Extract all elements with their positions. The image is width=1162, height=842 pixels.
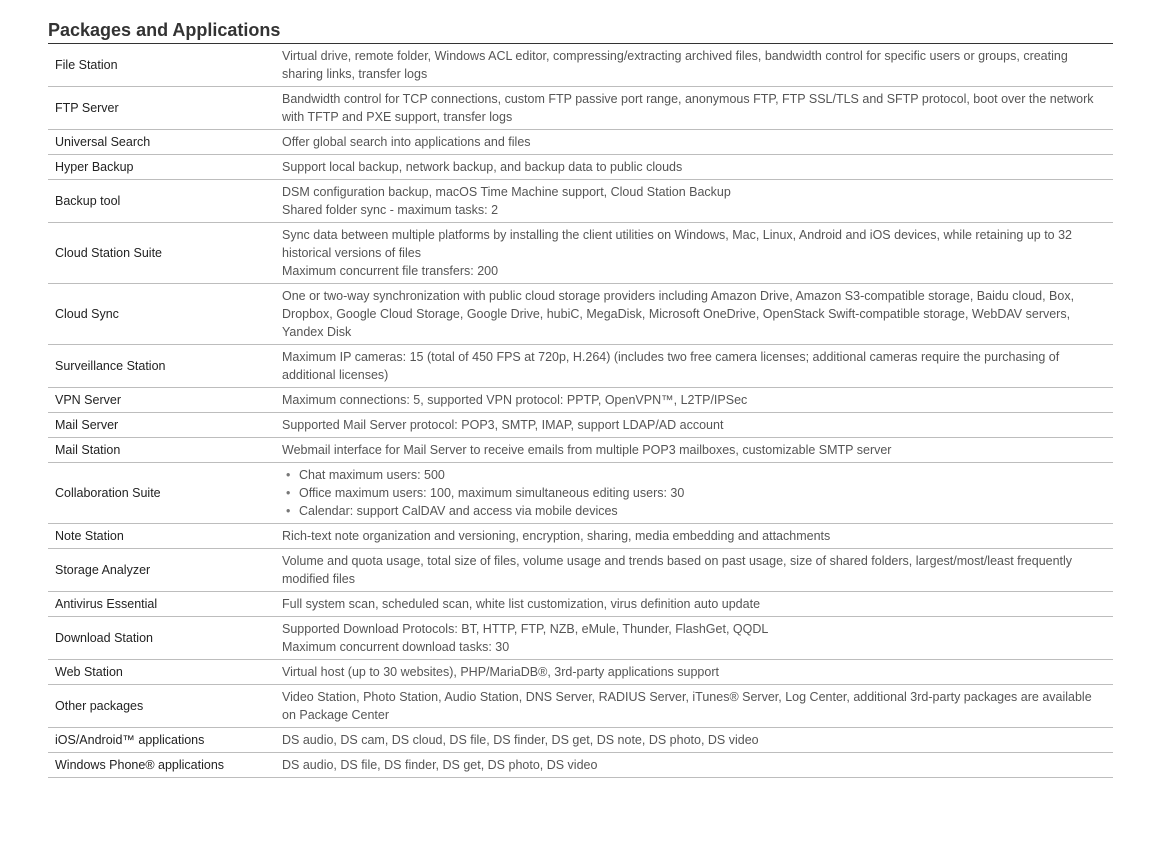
package-name: Web Station [55,665,123,679]
table-row [48,753,1113,778]
table-row [48,549,1113,592]
table-row [48,438,1113,463]
package-name: Universal Search [55,135,151,149]
description-line: Full system scan, scheduled scan, white list customization, virus definition auto update [282,597,761,611]
feature-list-item [282,484,1107,502]
package-name: Other packages [55,699,144,713]
description-line: Virtual drive, remote folder, Windows ACL editor, compressing/extracting archived files, bandwidth control for specific users or groups, creating sharing links, transfer logs [282,49,1068,81]
package-description [275,438,1113,463]
bullet-icon: • [286,486,291,500]
package-name: Collaboration Suite [55,486,161,500]
description-line: Offer global search into applications and files [282,135,531,149]
package-description [275,155,1113,180]
description-line: DS audio, DS cam, DS cloud, DS file, DS finder, DS get, DS note, DS photo, DS video [282,733,759,747]
package-description [275,180,1113,223]
feature-text: Calendar: support CalDAV and access via mobile devices [299,504,618,518]
package-name: File Station [55,58,118,72]
feature-list-item [282,466,1107,484]
packages-table-body [48,44,1113,778]
description-line: Sync data between multiple platforms by installing the client utilities on Windows, Mac, Linux, Android and iOS devices, while retaining up to 32 historical versions of files [282,228,1073,260]
package-description [275,728,1113,753]
package-name: Cloud Sync [55,307,119,321]
package-description [275,549,1113,592]
description-line: Rich-text note organization and versioning, encryption, sharing, media embedding and attachments [282,529,831,543]
table-row [48,524,1113,549]
package-description [275,388,1113,413]
table-row [48,660,1113,685]
feature-list [282,466,1107,520]
description-line: Shared folder sync - maximum tasks: 2 [282,203,499,217]
description-line: Support local backup, network backup, and backup data to public clouds [282,160,683,174]
package-name: Hyper Backup [55,160,134,174]
package-name: Download Station [55,631,153,645]
package-description [275,345,1113,388]
package-name: Cloud Station Suite [55,246,163,260]
package-description [275,44,1113,87]
package-description [275,685,1113,728]
bullet-icon: • [286,468,291,482]
description-line: One or two-way synchronization with public cloud storage providers including Amazon Drive, Amazon S3-compatible storage, Baidu cloud, Box, Dropbox, Google Cloud Storage, Google Drive, hubiC, MegaDisk, Microsoft OneDrive, OpenStack Swift-compatible storage, WebDAV servers, Yandex Disk [282,289,1075,339]
table-row [48,413,1113,438]
table-row [48,345,1113,388]
package-description [275,524,1113,549]
package-description [275,284,1113,345]
packages-table [48,44,1113,778]
package-description [275,463,1113,524]
package-description [275,753,1113,778]
description-line: Volume and quota usage, total size of files, volume usage and trends based on past usage, size of shared folders, largest/most/least frequently modified files [282,554,1073,586]
table-row [48,463,1113,524]
table-row [48,155,1113,180]
package-name: Note Station [55,529,124,543]
section-title: Packages and Applications [48,19,1113,44]
table-row [48,685,1113,728]
package-name: Windows Phone® applications [55,758,225,772]
feature-list-item [282,502,1107,520]
package-description [275,617,1113,660]
table-row [48,87,1113,130]
table-row [48,728,1113,753]
description-line: DS audio, DS file, DS finder, DS get, DS photo, DS video [282,758,598,772]
package-name: FTP Server [55,101,119,115]
package-description [275,87,1113,130]
description-line: Virtual host (up to 30 websites), PHP/MariaDB®, 3rd-party applications support [282,665,719,679]
package-name: Mail Station [55,443,121,457]
description-line: Maximum connections: 5, supported VPN protocol: PPTP, OpenVPN™, L2TP/IPSec [282,393,748,407]
description-line: Supported Download Protocols: BT, HTTP, FTP, NZB, eMule, Thunder, FlashGet, QQDL [282,622,769,636]
table-row [48,130,1113,155]
description-line: Webmail interface for Mail Server to receive emails from multiple POP3 mailboxes, customizable SMTP server [282,443,892,457]
description-line: DSM configuration backup, macOS Time Machine support, Cloud Station Backup [282,185,731,199]
bullet-icon: • [286,504,291,518]
package-name: Antivirus Essential [55,597,158,611]
table-row [48,180,1113,223]
package-name: Backup tool [55,194,121,208]
table-row [48,284,1113,345]
table-row [48,617,1113,660]
package-name: Surveillance Station [55,359,166,373]
package-description [275,413,1113,438]
description-line: Supported Mail Server protocol: POP3, SMTP, IMAP, support LDAP/AD account [282,418,724,432]
package-description [275,660,1113,685]
package-name: iOS/Android™ applications [55,733,205,747]
package-name: VPN Server [55,393,121,407]
feature-text: Chat maximum users: 500 [299,468,445,482]
feature-text: Office maximum users: 100, maximum simultaneous editing users: 30 [299,486,685,500]
table-row [48,223,1113,284]
description-line: Maximum concurrent file transfers: 200 [282,264,499,278]
description-line: Bandwidth control for TCP connections, custom FTP passive port range, anonymous FTP, FTP SSL/TLS and SFTP protocol, boot over the network with TFTP and PXE support, transfer logs [282,92,1094,124]
package-name: Mail Server [55,418,119,432]
package-name: Storage Analyzer [55,563,151,577]
package-description [275,592,1113,617]
table-row [48,388,1113,413]
description-line: Video Station, Photo Station, Audio Station, DNS Server, RADIUS Server, iTunes® Server, Log Center, additional 3rd-party packages are available on Package Center [282,690,1092,722]
spec-document [48,19,1113,778]
package-description [275,130,1113,155]
description-line: Maximum concurrent download tasks: 30 [282,640,510,654]
package-description [275,223,1113,284]
description-line: Maximum IP cameras: 15 (total of 450 FPS at 720p, H.264) (includes two free camera licenses; additional cameras require the purchasing of additional licenses) [282,350,1060,382]
table-row [48,592,1113,617]
table-row [48,44,1113,87]
